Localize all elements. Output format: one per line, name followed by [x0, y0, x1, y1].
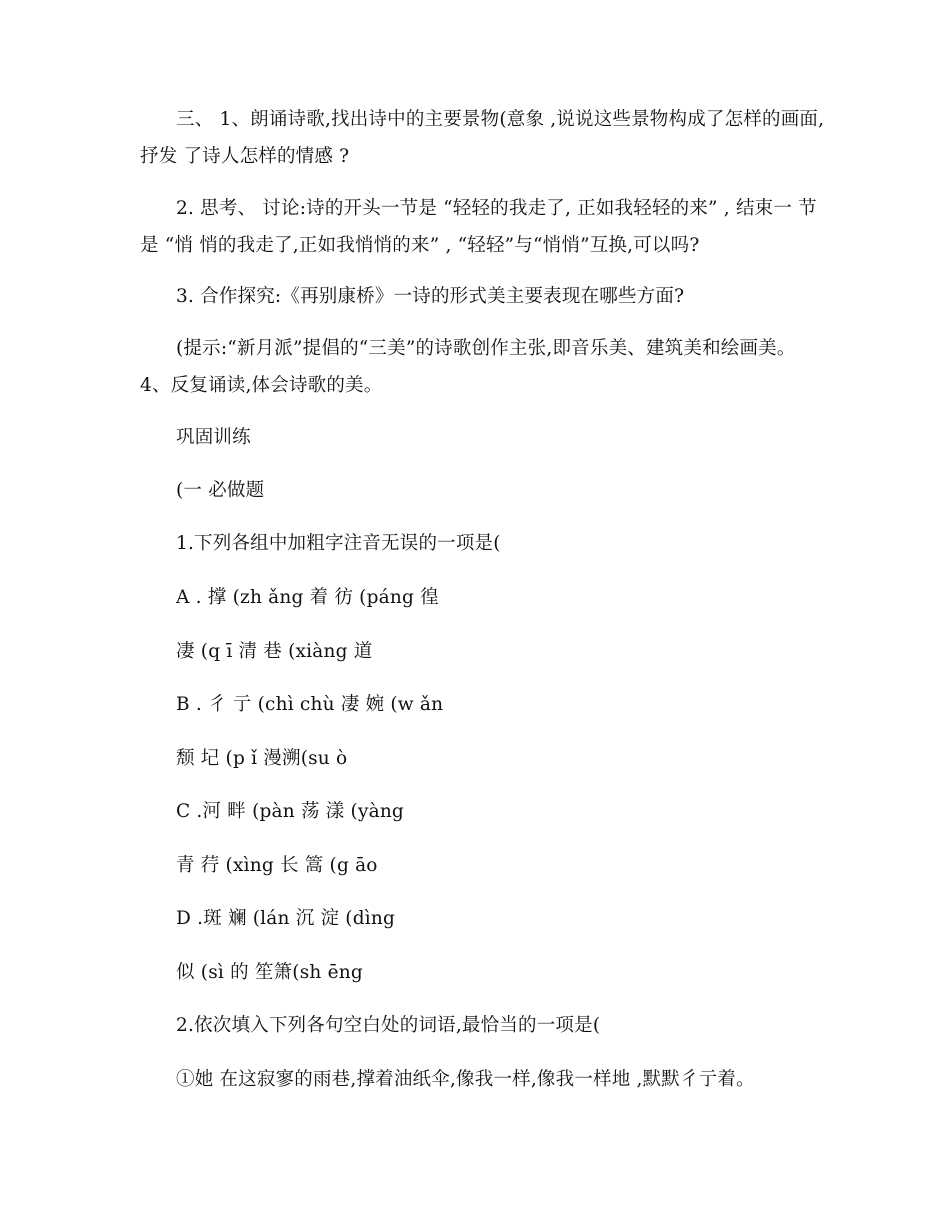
section-heading-practice: 巩固训练 [176, 427, 251, 448]
exercise-2-sentence-1: ①她 在这寂寥的雨巷,撑着油纸伞,像我一样,像我一样地 ,默默彳亍着。 [176, 1069, 755, 1090]
question-3-inquiry: 3. 合作探究:《再别康桥》一诗的形式美主要表现在哪些方面? [176, 286, 685, 307]
exercise-1-option-a-line-1: A . 撑 (zh ǎng 着 彷 (páng 徨 [176, 587, 439, 608]
question-2-discussion-line-1: 2. 思考、 讨论:诗的开头一节是 “轻轻的我走了, 正如我轻轻的来” , 结束一 节 [176, 198, 817, 219]
hint-paragraph: (提示:“新月派”提倡的“三美”的诗歌创作主张,即音乐美、建筑美和绘画美。 [176, 338, 796, 359]
section-three-question-1-line-2: 抒发 了诗人怎样的情感 ? [140, 146, 350, 167]
question-2-discussion-line-2: 是 “悄 悄的我走了,正如我悄悄的来” , “轻轻”与“悄悄”互换,可以吗? [140, 235, 700, 256]
exercise-1-option-d-line-1: D .斑 斓 (lán 沉 淀 (dìng [176, 908, 396, 929]
exercise-1-option-a-line-2: 凄 (q ī 清 巷 (xiàng 道 [176, 641, 373, 662]
question-4-reading: 4、反复诵读,体会诗歌的美。 [140, 375, 383, 396]
exercise-1-option-c-line-2: 青 荇 (xìng 长 篙 (g āo [176, 855, 378, 876]
section-three-question-1-line-1: 三、 1、朗诵诗歌,找出诗中的主要景物(意象 ,说说这些景物构成了怎样的画面, [176, 109, 825, 130]
exercise-2-stem: 2.依次填入下列各句空白处的词语,最恰当的一项是( [176, 1015, 601, 1036]
subsection-required: (一 必做题 [176, 480, 265, 501]
exercise-1-stem: 1.下列各组中加粗字注音无误的一项是( [176, 533, 501, 554]
exercise-1-option-b-line-1: B . 彳 亍 (chì chù 凄 婉 (w ǎn [176, 694, 444, 715]
exercise-1-option-d-line-2: 似 (sì 的 笙箫(sh ēng [176, 962, 363, 983]
exercise-1-option-b-line-2: 颓 圮 (p ǐ 漫溯(su ò [176, 748, 348, 769]
exercise-1-option-c-line-1: C .河 畔 (pàn 荡 漾 (yàng [176, 801, 404, 822]
